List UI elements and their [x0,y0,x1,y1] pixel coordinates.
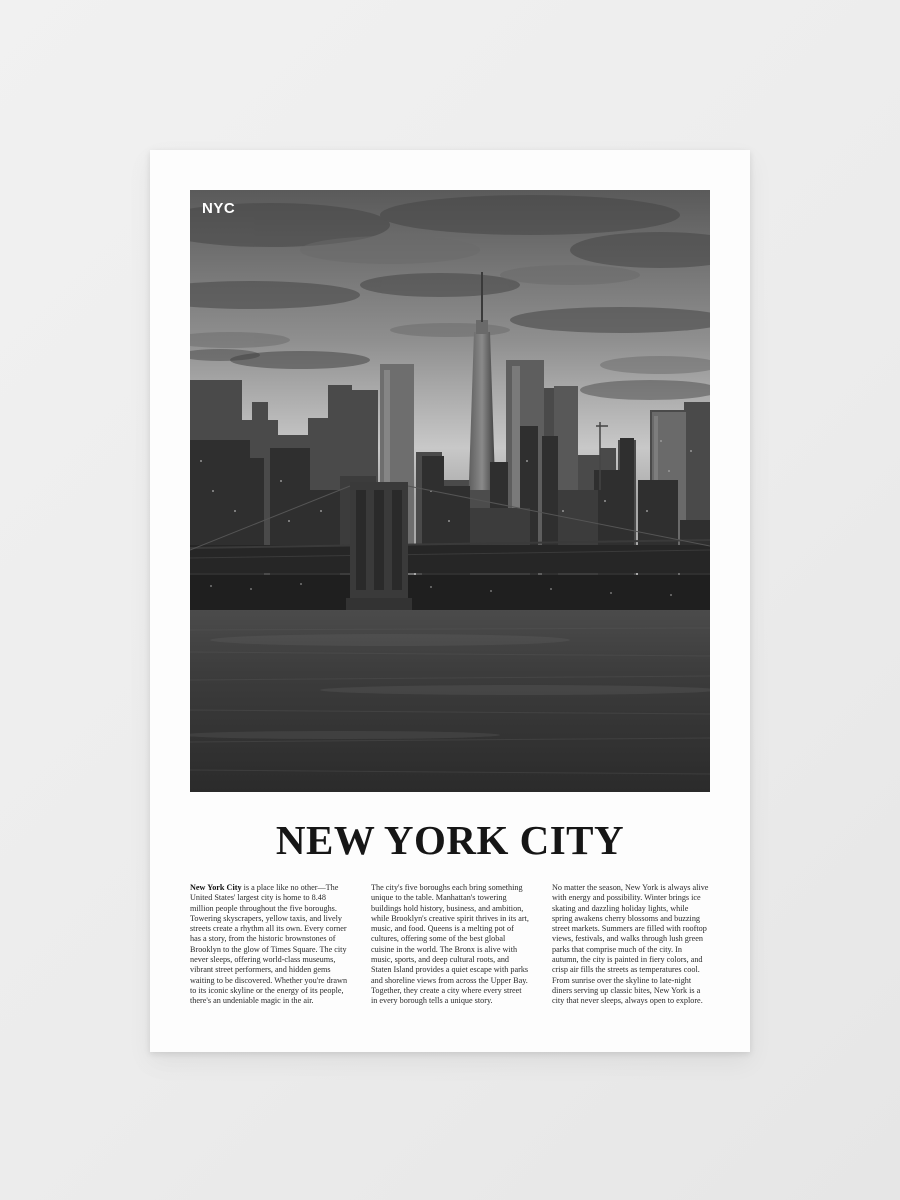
nyc-label: NYC [202,200,236,217]
column-lead: New York City [190,883,242,892]
text-columns [190,883,710,1007]
text-column-3 [552,883,710,1007]
column-text: is a place like no other—The United States' largest city is home to 8.48 million people throughout the five boroughs. Towering skyscrapers, yellow taxis, and lively streets create a rhythm all its own. Every corner has a story, from the historic brownstones of Brooklyn to the glow of Times Square. The city never sleeps, offering world-class museums, vibrant street performers, and hidden gems waiting to be discovered. Whether you're drawn to its iconic skyline or the energy of its people, there's an undeniable magic in the air. [190,883,348,1006]
poster [150,150,750,1052]
skyline-photo-graphic [190,190,710,792]
skyline-photo [190,190,710,792]
text-column-2 [371,883,529,1007]
column-text: The city's five boroughs each bring something unique to the table. Manhattan's towering buildings hold history, business, and ambition, while Brooklyn's creative spirit thrives in its art, music, and food. Queens is a melting pot of cultures, offering some of the best global cuisine in the world. The Bronx is alive with music, sports, and deep cultural roots, and Staten Island provides a quiet escape with parks and shoreline views from across the Upper Bay. Together, they create a city where every street in every borough tells a unique story. [371,883,529,1006]
column-text: No matter the season, New York is always alive with energy and possibility. Winter brings ice skating and dazzling holiday lights, while spring awakens cherry blossoms and buzzing street markets. Summers are filled with rooftop views, festivals, and walks through lush green parks that comprise much of the city. In autumn, the city is painted in fiery colors, and crisp air fills the streets as temperatures cool. From sunrise over the skyline to late-night diners serving up classic bites, New York is a city that never sleeps, always open to explore. [552,883,709,1006]
text-column-1 [190,883,348,1007]
poster-title: NEW YORK CITY [275,817,625,863]
